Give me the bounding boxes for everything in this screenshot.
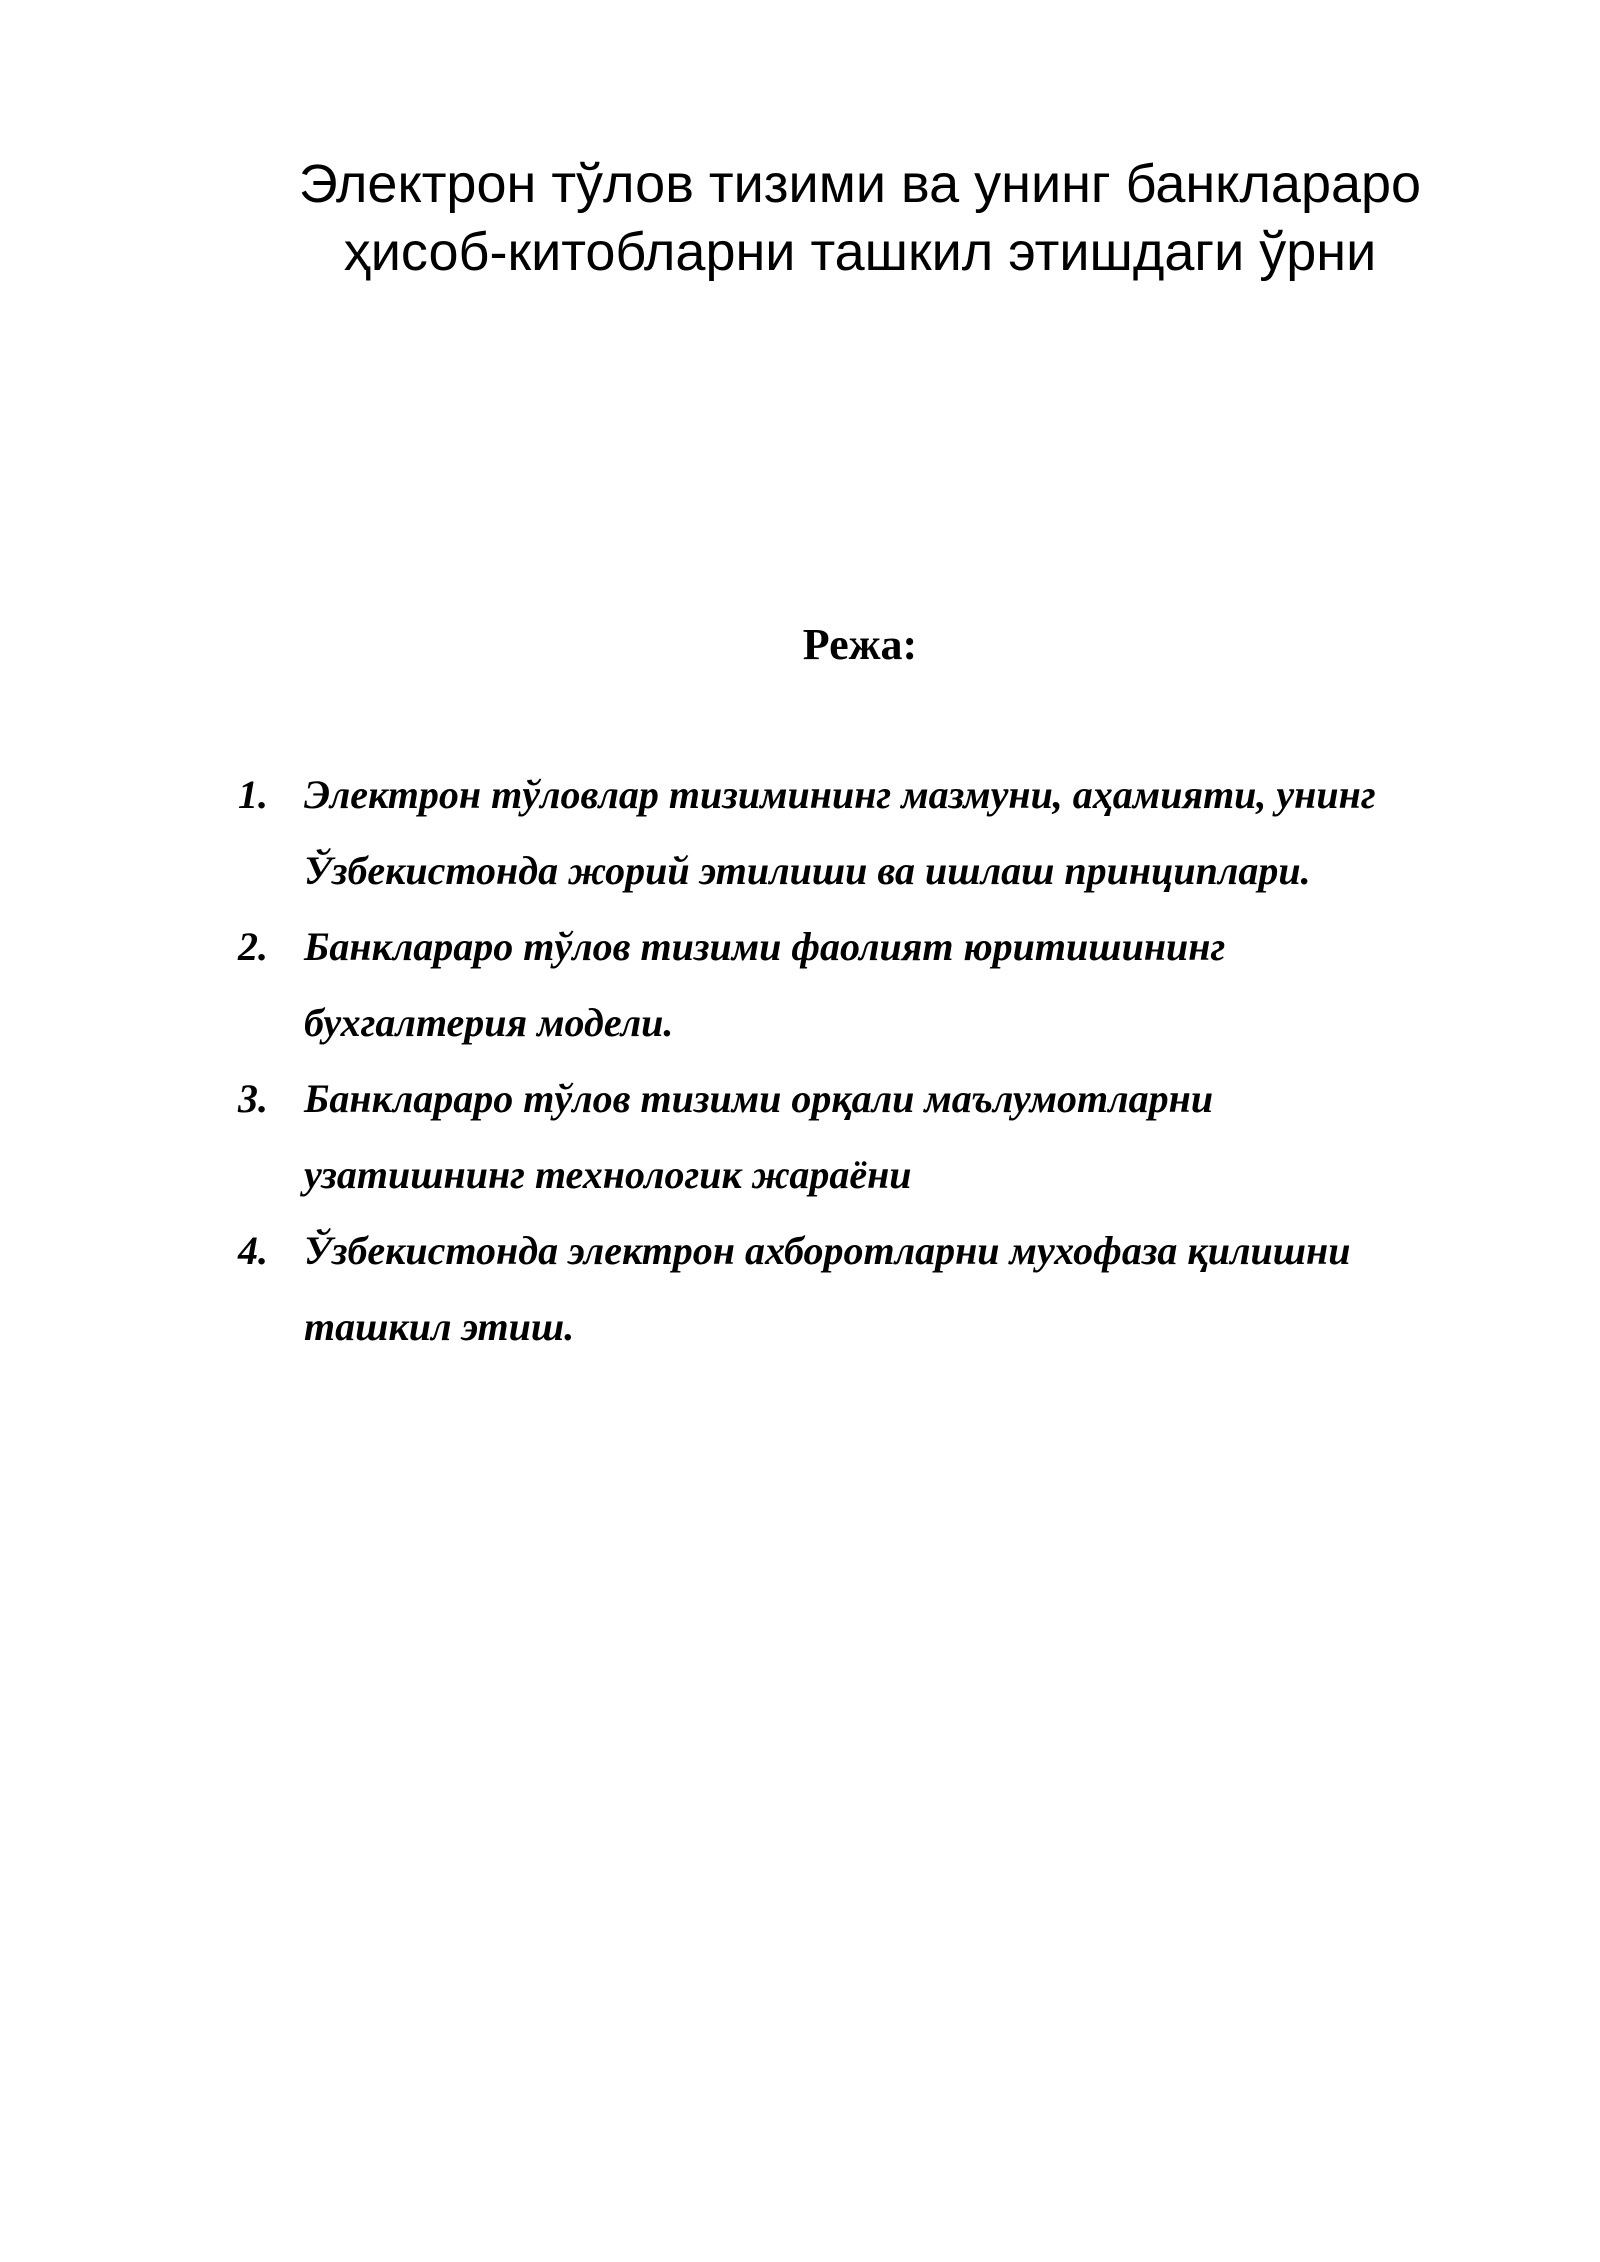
plan-heading: Режа: xyxy=(802,620,918,669)
plan-item-line: ташкил этиш. xyxy=(304,1304,575,1349)
plan-item-number: 2. xyxy=(238,924,268,969)
plan-item-line: Ўзбекистонда жорий этилиши ва ишлаш принциплари. xyxy=(304,848,1311,893)
title-line-2: ҳисоб-китобларни ташкил этишдаги ўрни xyxy=(343,222,1377,282)
plan-item-4 xyxy=(230,1213,1480,1365)
plan-list xyxy=(230,757,1480,1365)
plan-item-line: бухгалтерия модели. xyxy=(304,1000,674,1045)
plan-item-1 xyxy=(230,757,1480,909)
plan-item-number: 4. xyxy=(238,1228,268,1273)
plan-item-line: Ўзбекистонда электрон ахборотларни мухофаза қилишни xyxy=(304,1228,1351,1273)
plan-item-line: Электрон тўловлар тизимининг мазмуни, аҳамияти, унинг xyxy=(304,772,1376,817)
plan-item-number: 3. xyxy=(238,1076,268,1121)
plan-item-2 xyxy=(230,909,1480,1061)
plan-item-line: Банклараро тўлов тизими орқали маълумотларни xyxy=(304,1076,1214,1121)
plan-item-3 xyxy=(230,1061,1480,1213)
plan-item-number: 1. xyxy=(238,772,268,817)
document-title xyxy=(240,150,1480,286)
plan-item-line: Банклараро тўлов тизими фаолият юритишининг xyxy=(304,924,1226,969)
plan-item-line: узатишнинг технологик жараёни xyxy=(304,1152,912,1197)
title-line-1: Электрон тўлов тизими ва унинг банклараро xyxy=(298,154,1422,214)
